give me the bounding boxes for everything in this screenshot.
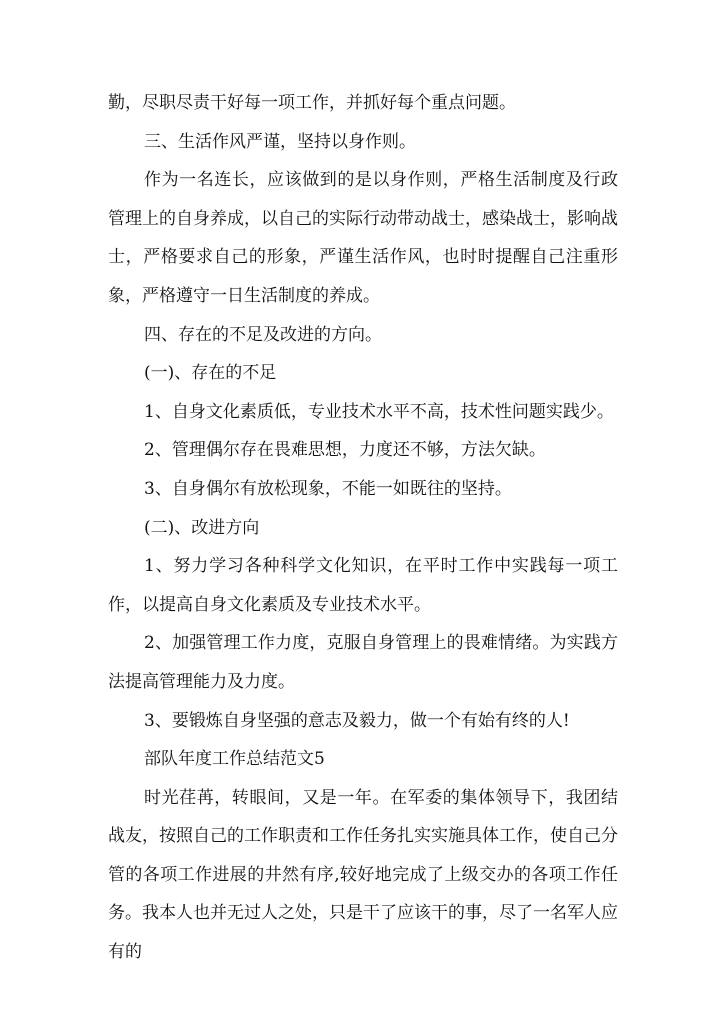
list-item-improvement-3: 3、要锻炼自身坚强的意志及毅力，做一个有始有终的人!	[144, 710, 570, 731]
list-item-improvement-1: 1、努力学习各种科学文化知识，在平时工作中实践每一项工作，以提高自身文化素质及专业技术水平。	[108, 556, 618, 615]
list-item-shortcoming-3: 3、自身偶尔有放松现象，不能一如既往的坚持。	[144, 478, 512, 499]
article-title: 部队年度工作总结范文5	[144, 749, 325, 770]
subheading-shortcomings: (一)、存在的不足	[144, 363, 277, 384]
paragraph-lifestyle-body: 作为一名连长，应该做到的是以身作则，严格生活制度及行政管理上的自身养成，以自己的实际行动带动战士，感染战士，影响战士，严格要求自己的形象，严谨生活作风，也时时提醒自己注重形象，严格遵守一日生活制度的养成。	[108, 170, 618, 306]
section-heading-shortcomings: 四、存在的不足及改进的方向。	[144, 324, 382, 345]
list-item-shortcoming-2: 2、管理偶尔存在畏难思想，力度还不够，方法欠缺。	[144, 440, 546, 461]
list-item-shortcoming-1: 1、自身文化素质低，专业技术水平不高，技术性问题实践少。	[144, 401, 614, 422]
paragraph-article-body: 时光荏苒，转眼间，又是一年。在军委的集体领导下，我团结战友，按照自己的工作职责和工作任务扎实实施具体工作，使自己分管的各项工作进展的井然有序,较好地完成了上级交办的各项工作任务。我本人也并无过人之处，只是干了应该干的事，尽了一名军人应有的	[108, 787, 618, 963]
document-page	[108, 84, 618, 972]
section-heading-lifestyle: 三、生活作风严谨，坚持以身作则。	[144, 131, 416, 152]
subheading-improvements: (二)、改进方向	[144, 517, 260, 538]
list-item-improvement-2: 2、加强管理工作力度，克服自身管理上的畏难情绪。为实践方法提高管理能力及力度。	[108, 633, 618, 692]
paragraph-continuation: 勤，尽职尽责干好每一项工作，并抓好每个重点问题。	[108, 93, 516, 113]
